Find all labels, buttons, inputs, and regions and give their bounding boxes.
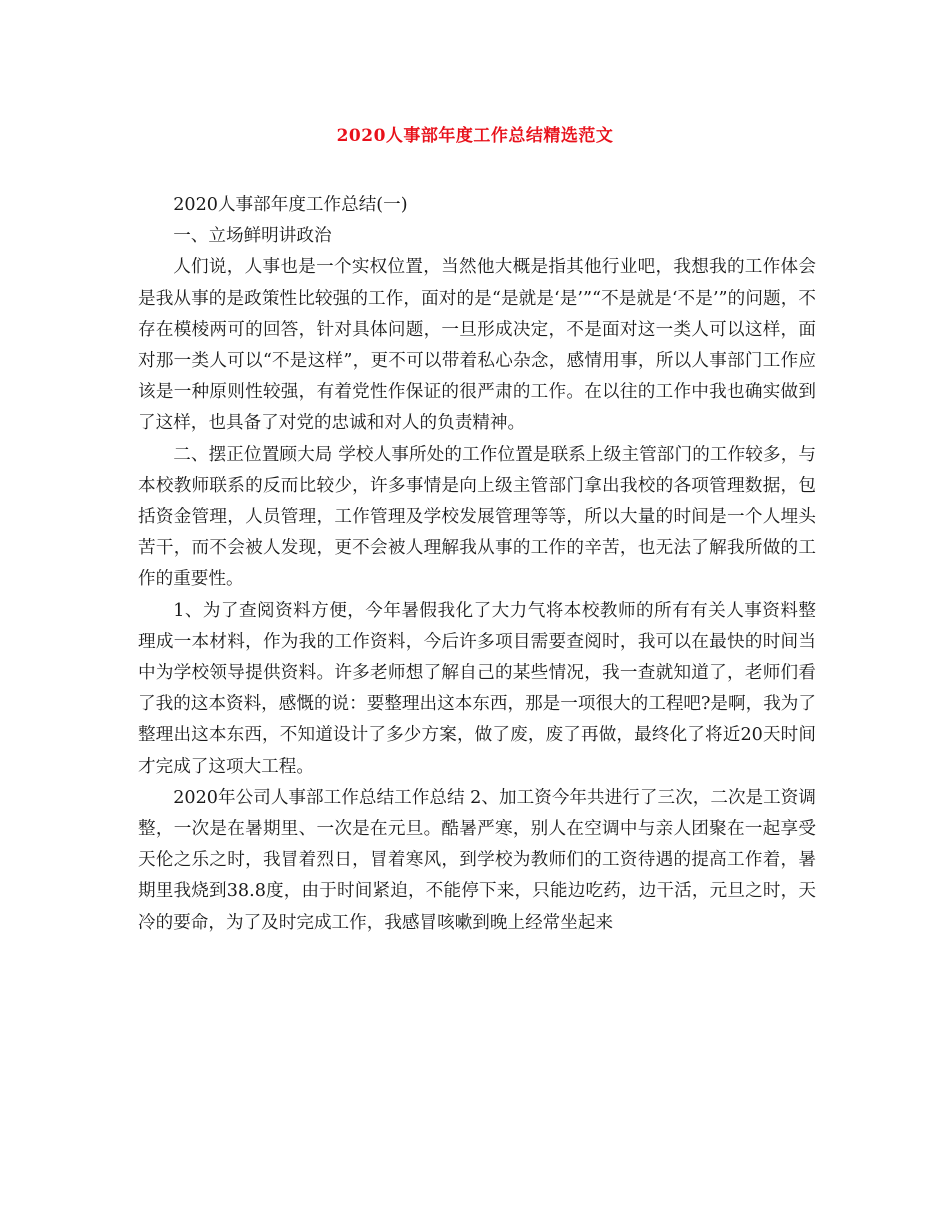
body-paragraph: 人们说，人事也是一个实权位置，当然他大概是指其他行业吧，我想我的工作体会是我从事的是政策性比较强的工作，面对的是“是就是‘是’”“不是就是‘不是’”的问题，不存在模棱两可的回答，针对具体问题，一旦形成决定，不是面对这一类人可以这样，面对那一类人可以“不是这样”，更不可以带着私心杂念，感情用事，所以人事部门工作应该是一种原则性较强，有着党性作保证的很严肃的工作。在以往的工作中我也确实做到了这样，也具备了对党的忠诚和对人的负责精神。 [138, 257, 816, 434]
document-title: 2020人事部年度工作总结精选范文 [336, 126, 614, 146]
body-paragraph: 二、摆正位置顾大局 学校人事所处的工作位置是联系上级主管部门的工作较多，与本校教师联系的反而比较少，许多事情是向上级主管部门拿出我校的各项管理数据，包括资金管理，人员管理，工作管理及学校发展管理等等，所以大量的时间是一个人埋头苦干，而不会被人发现，更不会被人理解我从事的工作的辛苦，也无法了解我所做的工作的重要性。 [138, 444, 816, 590]
subsection-heading: 一、立场鲜明讲政治 [173, 226, 332, 247]
section-heading: 2020人事部年度工作总结(一) [173, 195, 408, 215]
body-paragraph: 1、为了查阅资料方便，今年暑假我化了大力气将本校教师的所有有关人事资料整理成一本材料，作为我的工作资料，今后许多项目需要查阅时，我可以在最快的时间当中为学校领导提供资料。许多老师想了解自己的某些情况，我一查就知道了，老师们看了我的这本资料，感慨的说：要整理出这本东西，那是一项很大的工程吧?是啊，我为了整理出这本东西，不知道设计了多少方案，做了废，废了再做，最终化了将近20天时间才完成了这项大工程。 [138, 600, 816, 777]
document-body [138, 190, 816, 939]
body-paragraph: 2020年公司人事部工作总结工作总结 2、加工资今年共进行了三次，二次是工资调整，一次是在暑期里、一次是在元旦。酷暑严寒，别人在空调中与亲人团聚在一起享受天伦之乐之时，我冒着烈日，冒着寒风，到学校为教师们的工资待遇的提高工作着，暑期里我烧到38.8度，由于时间紧迫，不能停下来，只能边吃药，边干活，元旦之时，天冷的要命，为了及时完成工作，我感冒咳嗽到晚上经常坐起来 [138, 787, 816, 933]
